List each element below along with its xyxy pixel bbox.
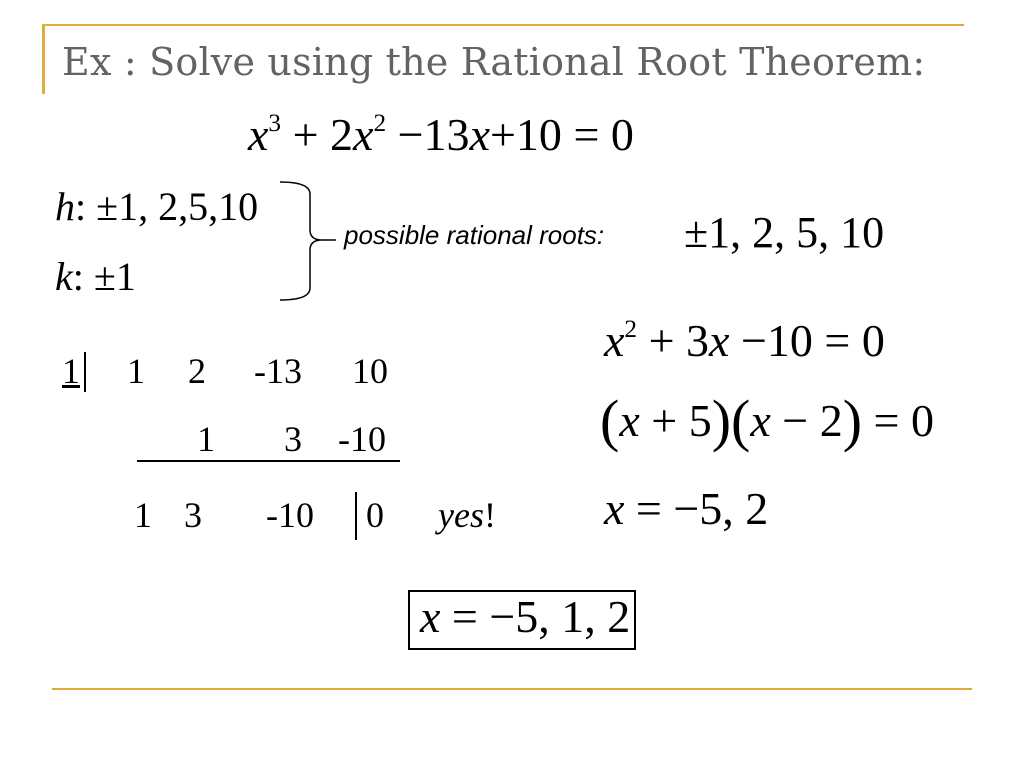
top-accent-rule: [44, 24, 964, 26]
possible-roots-values: ±1, 2, 5, 10: [684, 208, 885, 257]
eq-x3: x: [469, 109, 490, 160]
row2-value-2: 3: [284, 419, 302, 459]
final-rest: = −5, 1, 2: [451, 591, 631, 642]
row2-value-1: 1: [197, 419, 215, 459]
remainder: 0: [366, 495, 384, 535]
eq-zero: 0: [610, 109, 634, 160]
eq-equals: =: [573, 109, 600, 160]
row1-coef-2: 2: [188, 351, 206, 391]
left-accent-rule: [42, 24, 45, 94]
h-variable: h: [55, 184, 75, 229]
cubic-equation: [248, 109, 634, 160]
row1-coef-4: 10: [352, 351, 388, 391]
row2-value-3: -10: [338, 419, 386, 459]
eq-x2: x: [353, 109, 374, 160]
quadratic-equation: [604, 315, 885, 366]
divisor-bar: [84, 352, 86, 392]
quadratic-solution: [604, 483, 769, 534]
factor1-x: x: [619, 395, 640, 446]
quad-tail: −10 = 0: [740, 315, 885, 366]
eq-minus13: −13: [397, 109, 470, 160]
row1-coef-3: -13: [254, 351, 302, 391]
verdict: yes!: [438, 495, 496, 535]
result-coef-2: 3: [184, 495, 202, 535]
result-coef-1: 1: [134, 495, 152, 535]
sol-x: x: [604, 483, 625, 534]
eq-x: x: [248, 109, 269, 160]
eq-coef2: 2: [330, 109, 354, 160]
result-coef-3: -10: [266, 495, 314, 535]
h-factors: [55, 183, 258, 230]
factored-equation: (x + 5)(x − 2) = 0: [600, 388, 934, 453]
k-variable: k: [55, 254, 73, 299]
eq-exp2: 2: [373, 109, 387, 138]
slide-title: Ex : Solve using the Rational Root Theorem:: [62, 40, 926, 84]
h-values: : ±1, 2,5,10: [75, 184, 259, 229]
k-factors: [55, 253, 136, 300]
possible-roots-label: possible rational roots:: [344, 220, 605, 250]
quad-x: x: [604, 315, 625, 366]
eq-plus10: +10: [489, 109, 562, 160]
grouping-bracket: [276, 180, 346, 305]
quad-exp: 2: [624, 315, 638, 344]
eq-plus: +: [292, 109, 319, 160]
bottom-accent-rule: [52, 688, 972, 690]
k-values: : ±1: [72, 254, 136, 299]
sol-rest: = −5, 2: [635, 483, 769, 534]
synthetic-divisor: 1: [62, 351, 80, 391]
final-answer: [420, 591, 631, 642]
row1-coef-1: 1: [127, 351, 145, 391]
factored-tail: = 0: [873, 395, 934, 446]
quad-x2: x: [709, 315, 730, 366]
remainder-bar: [355, 492, 357, 540]
division-line: [137, 460, 400, 462]
factor1-rest: + 5: [651, 395, 712, 446]
final-x: x: [420, 591, 441, 642]
factor2-rest: − 2: [782, 395, 843, 446]
eq-exp3: 3: [268, 109, 282, 138]
factor2-x: x: [750, 395, 771, 446]
quad-rest: + 3: [648, 315, 710, 366]
